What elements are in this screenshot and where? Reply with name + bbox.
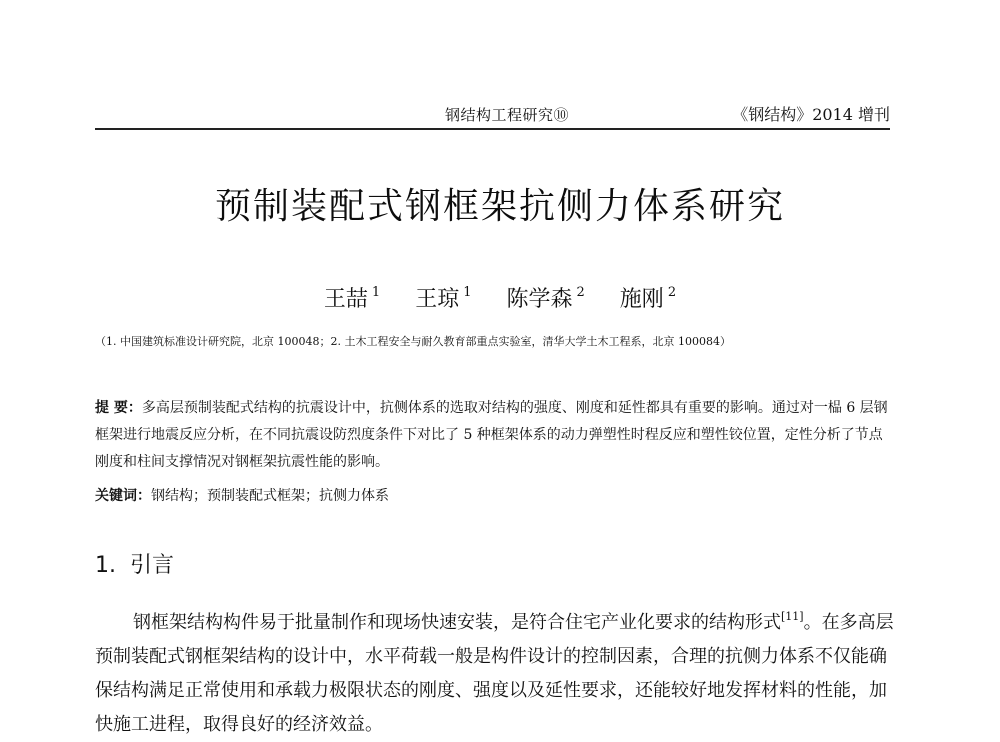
body-text-run: 。在多高层预制装配式钢框架结构的设计中，水平荷载一般是构件设计的控制因素，合理的抗侧力体系不仅能确保结构满足正常使用和承载力极限状态的刚度、强度以及延性要求，还能较好地发挥材料的性能，加快施工进程，取得良好的经济效益。: [95, 612, 894, 735]
author: [620, 282, 676, 313]
author: [324, 282, 380, 313]
author-affiliation-mark: 1: [463, 285, 472, 300]
running-header: [95, 92, 890, 130]
section-number: 1.: [95, 553, 116, 578]
abstract: [95, 395, 895, 476]
citation-ref: [11]: [781, 610, 804, 623]
section-title: 引言: [130, 553, 175, 578]
keywords-label: 关键词：: [95, 488, 151, 504]
journal-issue: 《钢结构》2014 增刊: [732, 105, 890, 124]
abstract-text: 多高层预制装配式结构的抗震设计中，抗侧体系的选取对结构的强度、刚度和延性都具有重要的影响。通过对一榀 6 层钢框架进行地震反应分析，在不同抗震设防烈度条件下对比了 5 种框架体系的动力弹塑性时程反应和塑性铰位置，定性分析了节点刚度和柱间支撑情况对钢框架抗震性能的影响。: [95, 400, 888, 470]
keywords: [95, 485, 895, 505]
author-list: [0, 282, 1000, 313]
journal-column-name: 钢结构工程研究⑩: [445, 106, 570, 124]
section-heading: [95, 548, 174, 579]
paper-title: 预制装配式钢框架抗侧力体系研究: [214, 186, 785, 227]
author-affiliation-mark: 2: [576, 285, 585, 300]
body-paragraph: [95, 600, 895, 742]
author-affiliation-mark: 1: [371, 285, 381, 300]
author-name: 施刚: [619, 287, 664, 312]
author-name: 王喆: [323, 287, 368, 312]
author-name: 王琼: [415, 287, 460, 312]
author-affiliation-mark: 2: [667, 285, 677, 300]
affiliations: （1. 中国建筑标准设计研究院，北京 100048；2. 土木工程安全与耐久教育部重点实验室，清华大学土木工程系，北京 100084）: [95, 335, 731, 348]
author: [507, 282, 585, 313]
author-name: 陈学森: [506, 287, 573, 312]
body-text-run: 钢框架结构构件易于批量制作和现场快速安装，是符合住宅产业化要求的结构形式: [133, 612, 781, 633]
author: [415, 282, 471, 313]
abstract-label: 提 要：: [95, 400, 142, 416]
body-text: [95, 600, 895, 742]
keywords-text: 钢结构；预制装配式框架；抗侧力体系: [151, 488, 389, 504]
